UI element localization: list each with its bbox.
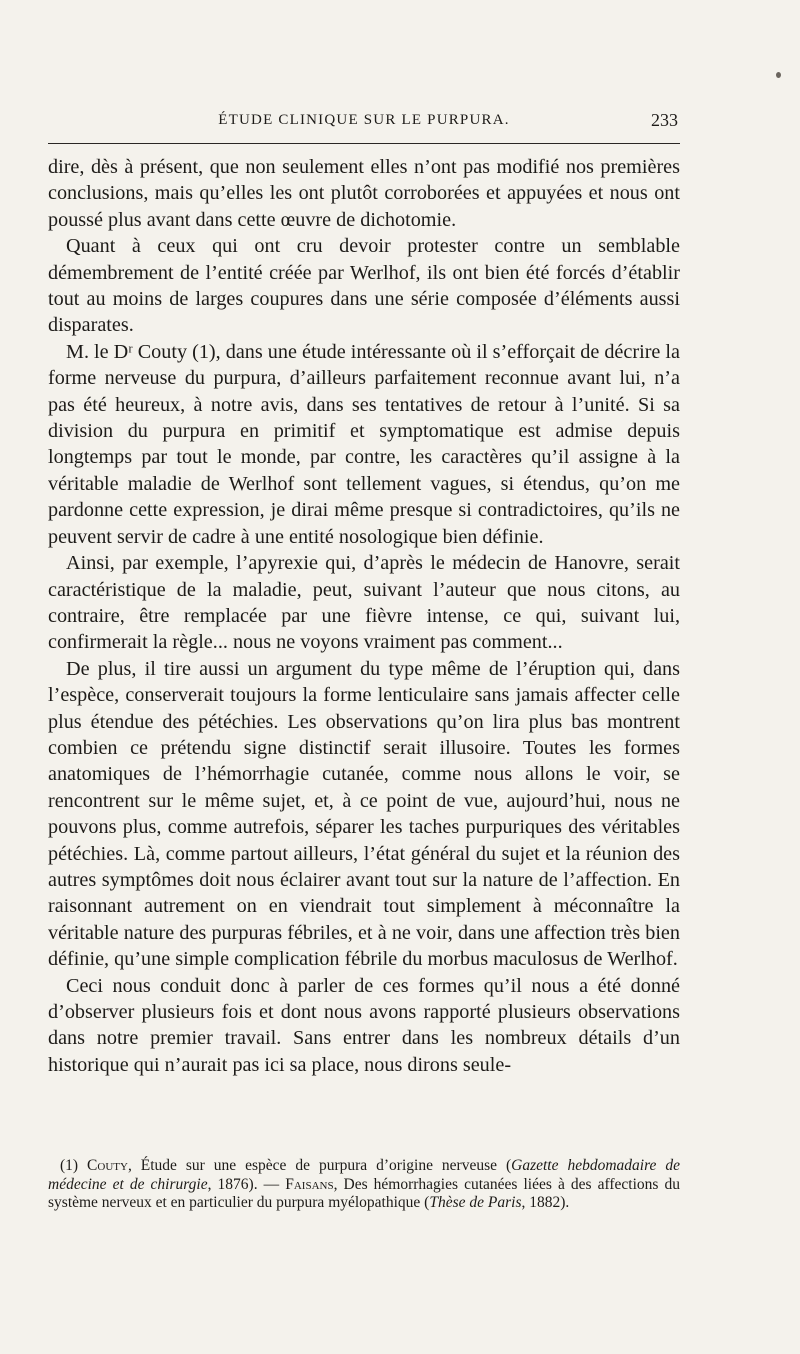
paragraph: M. le Dʳ Couty (1), dans une étude intéressante où il s’efforçait de décrire la forme nerveuse du purpura, d’ailleurs parfaitement reconnue avant lui, n’a pas été heureux, à notre avis, dans ses tentatives de retour à l’unité. Si sa division du purpura en primitif et symptomatique est admise depuis longtemps par tout le monde, par contre, les caractères qu’il assigne à la véritable maladie de Werlhof sont tellement vagues, si étendus, qu’on me pardonne cette expression, je dirai même presque si contradictoires, qu’ils ne peuvent servir de cadre à une entité nosologique bien définie. [48,340,680,548]
footnote-text: , 1882). [521,1194,570,1211]
paragraph: Quant à ceux qui ont cru devoir protester contre un semblable démembrement de l’entité créée par Werlhof, ils ont bien été forcés d’établir tout au moins de larges coupures dans une série composée d’éléments aussi disparates. [48,235,680,337]
footnote-author: Faisans [285,1175,334,1193]
footnote-text: , Étude sur une espèce de purpura d’origine nerveuse ( [127,1157,512,1174]
footnote-text: , 1876). — [207,1175,286,1193]
paragraph: dire, dès à présent, que non seulement elles n’ont pas modifié nos premières conclusions, mais qu’elles les ont plutôt corroborées et appuyées et nous ont poussé plus avant dans cette œuvre de dichotomie. [48,156,680,231]
page-header [48,110,680,134]
paragraph: De plus, il tire aussi un argument du type même de l’éruption qui, dans l’espèce, conserverait toujours la forme lenticulaire sans jamais affecter celle plus étendue des pétéchies. Les observations qu’on lira plus bas montrent combien ce prétendu signe distinctif serait illusoire. Toutes les formes anatomiques de l’hémorrhagie cutanée, comme nous allons le voir, se rencontrent sur le même sujet, et, à ce point de vue, aujourd’hui, nous ne pouvons plus, comme autrefois, séparer les taches purpuriques des véritables pétéchies. Là, comme partout ailleurs, l’état général du sujet et la réunion des autres symptômes doit nous éclairer avant tout sur la nature de l’affection. En raisonnant autrement on en viendrait tout simplement à méconnaître la véritable nature des purpuras fébriles, et à ne voir, dans une affection très bien définie, qu’une simple complication fébrile du morbus maculosus de Werlhof. [48,657,680,971]
footnote-thesis: Thèse de Paris [429,1194,522,1211]
footnote-journal: Gazette hebdomadaire de médecine et de chirurgie [48,1157,681,1193]
footnote-author: Couty [87,1157,128,1174]
footnote-marker: (1) [60,1157,79,1174]
footnote-paragraph [48,1157,680,1213]
page-number: 233 [651,110,678,130]
header-rule [48,143,680,144]
paragraph: Ceci nous conduit donc à parler de ces formes qu’il nous a été donné d’observer plusieurs fois et dont nous avons rapporté plusieurs observations dans notre premier travail. Sans entrer dans les nombreux détails d’un historique qui n’aurait pas ici sa place, nous dirons seule- [48,974,680,1076]
body-text [48,154,680,1078]
footnote-text: , Des hémorrhagies cutanées liées à des affections du système nerveux et en particulier du purpura myélopathique ( [48,1175,680,1211]
running-title: ÉTUDE CLINIQUE SUR LE PURPURA. [218,112,510,128]
footnote [48,1157,680,1213]
paper-speck [776,72,781,78]
paragraph: Ainsi, par exemple, l’apyrexie qui, d’après le médecin de Hanovre, serait caractéristique de la maladie, peut, suivant l’auteur que nous citons, au contraire, être remplacée par une fièvre intense, ce qui, suivant lui, confirmerait la règle... nous ne voyons vraiment pas comment... [48,552,680,654]
